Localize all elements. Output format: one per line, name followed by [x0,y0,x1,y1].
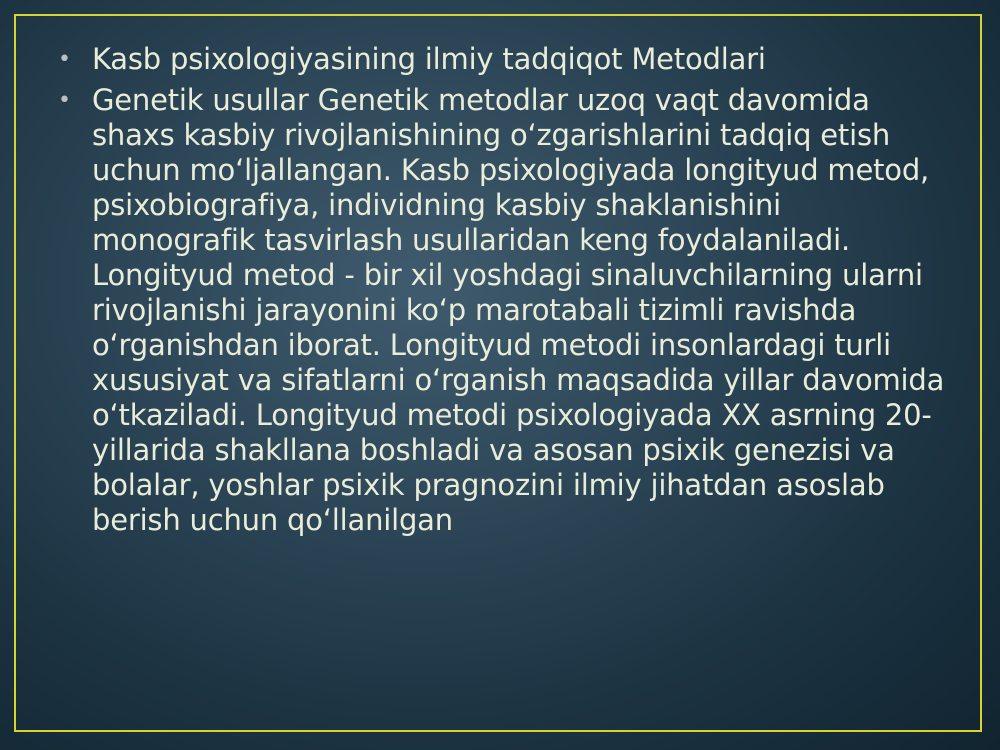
bullet-item-title [58,42,948,77]
bullet-icon: • [58,88,71,113]
bullet-item-body [58,83,948,538]
bullet-list [58,42,948,538]
bullet-text: Genetik usullar Genetik metodlar uzoq vaqt davomida shaxs kasbiy rivojlanishining o‘zgarishlarini tadqiq etish uchun mo‘ljallangan. Kasb psixologiyada longityud metod, psixobiografiya, individning kasbiy shaklanishini monografik tasvirlash usullaridan keng foydalaniladi. Longityud metod - bir xil yoshdagi sinaluvchilarning ularni rivojlanishi jarayonini ko‘p marotabali tizimli ravishda o‘rganishdan iborat. Longityud metodi insonlardagi turli xususiyat va sifatlarni o‘rganish maqsadida yillar davomida o‘tkaziladi. Longityud metodi psixologiyada XX asrning 20-yillarida shakllana boshladi va asosan psixik genezisi va bolalar, yoshlar psixik pragnozini ilmiy jihatdan asoslab berish uchun qo‘llanilgan [92,83,945,537]
bullet-text: Kasb psixologiyasining ilmiy tadqiqot Metodlari [92,42,766,76]
bullet-icon: • [58,47,71,72]
slide-content [58,42,948,544]
